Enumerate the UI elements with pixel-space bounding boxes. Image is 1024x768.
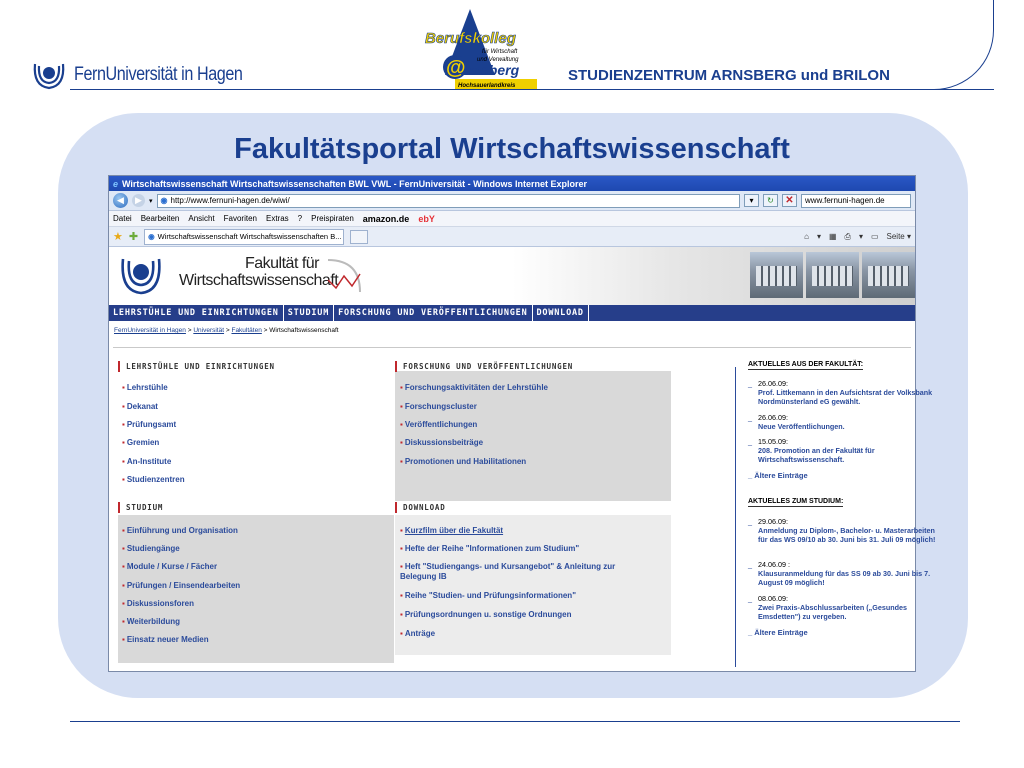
address-dropdown-icon[interactable]: ▾ xyxy=(744,194,759,207)
link-pruefungsordnungen[interactable]: ▪ Prüfungsordnungen u. sonstige Ordnungen xyxy=(400,610,572,619)
ie-icon: e xyxy=(113,178,119,189)
header-studienzentrum: STUDIENZENTRUM ARNSBERG und BRILON xyxy=(568,67,890,84)
news-fakultaet-more-link[interactable]: _ Ältere Einträge xyxy=(748,471,808,480)
link-module-label: Module / Kurse / Fächer xyxy=(126,562,218,571)
news-fakultaet-title: AKTUELLES AUS DER FAKULTÄT: xyxy=(748,361,864,368)
feeds-icon[interactable]: ▦ xyxy=(828,232,837,241)
breadcrumb-universitaet[interactable]: Universität xyxy=(193,327,225,334)
history-dropdown-icon[interactable]: ▾ xyxy=(149,197,153,205)
link-kurzfilm[interactable]: ▪ Kurzfilm über die Fakultät xyxy=(400,526,504,535)
section-download-title: DOWNLOAD xyxy=(395,502,446,513)
link-forschungscluster[interactable]: ▪ Forschungscluster xyxy=(400,402,477,411)
news-date: 08.06.09: xyxy=(758,594,788,603)
home-icon[interactable]: ⌂ xyxy=(804,232,809,241)
section-studium-title: STUDIUM xyxy=(118,502,163,513)
logo-line3: und Verwaltung xyxy=(477,57,519,63)
url-text: http://www.fernuni-hagen.de/wiwi/ xyxy=(170,196,290,205)
link-diskussionsbeitraege[interactable]: ▪ Diskussionsbeiträge xyxy=(400,438,484,447)
news-column-divider xyxy=(735,367,736,667)
link-lehrstuehle[interactable]: ▪ Lehrstühle xyxy=(122,383,168,392)
link-kurzfilm-label: Kurzfilm über die Fakultät xyxy=(404,526,504,535)
news-text: Klausuranmeldung für das SS 09 ab 30. Juni bis 7. August 09 möglich! xyxy=(758,569,931,587)
news-text: 208. Promotion an der Fakultät für Wirtschaftswissenschaft. xyxy=(758,446,875,464)
link-einfuehrung[interactable]: ▪ Einführung und Organisation xyxy=(122,526,238,535)
breadcrumb-current: Wirtschaftswissenschaft xyxy=(269,327,339,334)
link-einfuehrung-label: Einführung und Organisation xyxy=(126,526,238,535)
link-neue-medien[interactable]: ▪ Einsatz neuer Medien xyxy=(122,635,209,644)
link-hefte-reihe-label: Hefte der Reihe "Informationen zum Studium" xyxy=(404,544,580,553)
news-fakultaet-entry-2[interactable]: _ 26.06.09: Neue Veröffentlichungen. xyxy=(758,413,938,431)
news-text: Zwei Praxis-Abschlussarbeiten („Gesundes Emsdetten") zu vergeben. xyxy=(758,603,907,621)
link-pruefungsordnungen-label: Prüfungsordnungen u. sonstige Ordnungen xyxy=(404,610,572,619)
link-heft-studiengangs[interactable]: ▪ Heft "Studiengangs- und Kursangebot" & Anleitung zur Belegung IB xyxy=(400,562,616,581)
link-lehrstuehle-label: Lehrstühle xyxy=(126,383,168,392)
link-reihe-studien-label: Reihe "Studien- und Prüfungsinformationen" xyxy=(404,591,576,600)
forward-icon[interactable]: ▶ xyxy=(132,194,145,207)
add-favorite-icon[interactable]: ✚ xyxy=(128,231,139,243)
link-pruefungsamt-label: Prüfungsamt xyxy=(126,420,177,429)
news-date: 15.05.09: xyxy=(758,437,788,446)
faculty-name-line1: Fakultät für xyxy=(244,255,319,272)
menu-item-help[interactable]: ? xyxy=(297,214,303,223)
link-pruefungen[interactable]: ▪ Prüfungen / Einsendearbeiten xyxy=(122,581,241,590)
browser-content xyxy=(108,175,936,672)
header-curve-decoration xyxy=(934,0,994,90)
link-promotionen-label: Promotionen und Habilitationen xyxy=(404,457,527,466)
news-studium-title: AKTUELLES ZUM STUDIUM: xyxy=(748,498,844,505)
link-heft-studiengangs-label: Heft "Studiengangs- und Kursangebot" & Anleitung zur Belegung IB xyxy=(400,562,616,581)
link-diskussionsforen-label: Diskussionsforen xyxy=(126,599,194,608)
news-studium-entry-3[interactable]: _ 08.06.09: Zwei Praxis-Abschlussarbeiten („Gesundes Emsdetten") zu vergeben. xyxy=(758,594,938,621)
favorites-star-icon[interactable]: ★ xyxy=(113,231,123,243)
link-gremien-label: Gremien xyxy=(126,438,160,447)
link-studienzentren[interactable]: ▪ Studienzentren xyxy=(122,475,185,484)
menu-item-preispiraten[interactable]: Preispiraten xyxy=(311,214,354,223)
page-menu-icon[interactable]: ▭ xyxy=(870,232,879,241)
fernuni-logo xyxy=(30,58,272,92)
breadcrumb-sep: > xyxy=(261,327,270,334)
refresh-icon[interactable]: ↻ xyxy=(763,194,778,207)
link-forschungsaktivitaeten[interactable]: ▪ Forschungsaktivitäten der Lehrstühle xyxy=(400,383,548,392)
link-forschungsaktivitaeten-label: Forschungsaktivitäten der Lehrstühle xyxy=(404,383,548,392)
section-download-box xyxy=(395,515,671,655)
nav-lehrstuehle[interactable]: LEHRSTÜHLE UND EINRICHTUNGEN xyxy=(109,305,284,321)
link-weiterbildung[interactable]: ▪ Weiterbildung xyxy=(122,617,181,626)
breadcrumb-fakultaeten[interactable]: Fakultäten xyxy=(231,327,262,334)
news-date: 29.06.09: xyxy=(758,517,788,526)
tab-page-icon: ◉ xyxy=(148,232,155,241)
print-icon[interactable]: ⎙ xyxy=(844,231,851,241)
link-veroeffentlichungen-label: Veröffentlichungen xyxy=(404,420,478,429)
news-fakultaet-entry-3[interactable]: _ 15.05.09: 208. Promotion an der Fakultät für Wirtschaftswissenschaft. xyxy=(758,437,938,464)
content-divider xyxy=(113,347,911,348)
link-an-institute-label: An-Institute xyxy=(126,457,172,466)
breadcrumb-sep: > xyxy=(224,327,232,334)
news-date: 26.06.09: xyxy=(758,413,788,422)
link-veroeffentlichungen[interactable]: ▪ Veröffentlichungen xyxy=(400,420,478,429)
logo-at-sign: @ xyxy=(446,57,466,79)
nav-forschung[interactable]: FORSCHUNG UND VERÖFFENTLICHUNGEN xyxy=(334,305,532,321)
nav-studium[interactable]: STUDIUM xyxy=(284,305,334,321)
logo-arnsberg-text: rnsberg xyxy=(467,62,520,78)
news-studium-entry-1[interactable]: _ 29.06.09: Anmeldung zu Diplom-, Bachelor- u. Masterarbeiten für das WS 09/10 ab 30. Juni bis 31. Juli 09 möglich! xyxy=(758,517,938,544)
link-an-institute[interactable]: ▪ An-Institute xyxy=(122,457,172,466)
link-forschungscluster-label: Forschungscluster xyxy=(404,402,477,411)
menu-item-bearbeiten[interactable]: Bearbeiten xyxy=(140,214,180,223)
news-text: Prof. Littkemann in den Aufsichtsrat der Volksbank Nordmünsterland eG gewählt. xyxy=(758,388,933,406)
news-fakultaet-entry-1[interactable]: _ 26.06.09: Prof. Littkemann in den Aufsichtsrat der Volksbank Nordmünsterland eG gewählt. xyxy=(758,379,938,406)
menu-item-favoriten[interactable]: Favoriten xyxy=(223,214,257,223)
news-date: 26.06.09: xyxy=(758,379,788,388)
news-text: Neue Veröffentlichungen. xyxy=(758,422,845,431)
browser-title: Wirtschaftswissenschaft Wirtschaftswissenschaften BWL VWL - FernUniversität - Windows Internet Explorer xyxy=(122,178,588,189)
news-studium-entry-2[interactable]: _ 24.06.09 : Klausuranmeldung für das SS 09 ab 30. Juni bis 7. August 09 möglich! xyxy=(758,560,938,587)
menu-item-extras[interactable]: Extras xyxy=(265,214,289,223)
link-module[interactable]: ▪ Module / Kurse / Fächer xyxy=(122,562,218,571)
ebay-toolbar-link[interactable]: ebY xyxy=(418,213,435,224)
link-neue-medien-label: Einsatz neuer Medien xyxy=(126,635,209,644)
link-studienzentren-label: Studienzentren xyxy=(126,475,185,484)
faculty-name-line2: Wirtschaftswissenschaft xyxy=(179,272,339,289)
search-text: www.fernuni-hagen.de xyxy=(805,196,885,205)
berufskolleg-logo xyxy=(415,5,540,93)
section-forschung-title: FORSCHUNG UND VERÖFFENTLICHUNGEN xyxy=(395,361,573,372)
link-pruefungen-label: Prüfungen / Einsendearbeiten xyxy=(126,581,241,590)
news-more-label: Ältere Einträge xyxy=(754,471,808,480)
section-lehrstuehle-title: LEHRSTÜHLE UND EINRICHTUNGEN xyxy=(118,361,275,372)
link-dekanat[interactable]: ▪ Dekanat xyxy=(122,402,158,411)
link-gremien[interactable]: ▪ Gremien xyxy=(122,438,160,447)
link-diskussionsforen[interactable]: ▪ Diskussionsforen xyxy=(122,599,194,608)
link-antraege-label: Anträge xyxy=(404,629,436,638)
news-date: 24.06.09 : xyxy=(758,560,790,569)
print-dropdown[interactable]: ▾ xyxy=(858,232,863,241)
back-icon[interactable]: ◀ xyxy=(113,193,128,208)
menu-item-datei[interactable]: Datei xyxy=(113,214,132,223)
fernuni-emblem-icon xyxy=(30,58,68,92)
news-more-label: Ältere Einträge xyxy=(754,628,808,637)
logo-hochsauerland-text: Hochsauerlandkreis xyxy=(458,83,516,89)
logo-line2: für Wirtschaft xyxy=(482,49,518,55)
news-studium-more-link[interactable]: _ Ältere Einträge xyxy=(748,628,808,637)
stop-icon[interactable]: ✕ xyxy=(782,194,797,207)
link-promotionen[interactable]: ▪ Promotionen und Habilitationen xyxy=(400,457,527,466)
fernuni-logo-text: FernUniversität in Hagen xyxy=(74,64,243,85)
amazon-toolbar-link[interactable]: amazon.de xyxy=(362,213,410,224)
berufskolleg-text: Berufskolleg xyxy=(425,30,516,47)
link-dekanat-label: Dekanat xyxy=(126,402,158,411)
menu-item-ansicht[interactable]: Ansicht xyxy=(188,214,215,223)
footer-divider xyxy=(70,721,960,722)
page-icon: ◉ xyxy=(160,196,168,205)
link-hefte-reihe[interactable]: ▪ Hefte der Reihe "Informationen zum Studium" xyxy=(400,544,580,553)
link-studiengaenge[interactable]: ▪ Studiengänge xyxy=(122,544,180,553)
link-pruefungsamt[interactable]: ▪ Prüfungsamt xyxy=(122,420,177,429)
link-weiterbildung-label: Weiterbildung xyxy=(126,617,181,626)
link-reihe-studien[interactable]: ▪ Reihe "Studien- und Prüfungsinformationen" xyxy=(400,591,576,600)
link-diskussionsbeitraege-label: Diskussionsbeiträge xyxy=(404,438,484,447)
page-title: Fakultätsportal Wirtschaftswissenschaft xyxy=(234,133,790,165)
link-studiengaenge-label: Studiengänge xyxy=(126,544,180,553)
breadcrumb-fernuni[interactable]: FernUniversität in Hagen xyxy=(114,327,186,334)
nav-download[interactable]: DOWNLOAD xyxy=(533,305,589,321)
home-dropdown[interactable]: ▾ xyxy=(816,232,821,241)
news-text: Anmeldung zu Diplom-, Bachelor- u. Masterarbeiten für das WS 09/10 ab 30. Juni bis 31. Juli 09 möglich! xyxy=(758,526,936,544)
breadcrumb-sep: > xyxy=(185,327,194,334)
link-antraege[interactable]: ▪ Anträge xyxy=(400,629,436,638)
tab-title: Wirtschaftswissenschaft Wirtschaftswissenschaften B... xyxy=(157,232,342,241)
page-menu[interactable]: Seite ▾ xyxy=(886,232,911,241)
